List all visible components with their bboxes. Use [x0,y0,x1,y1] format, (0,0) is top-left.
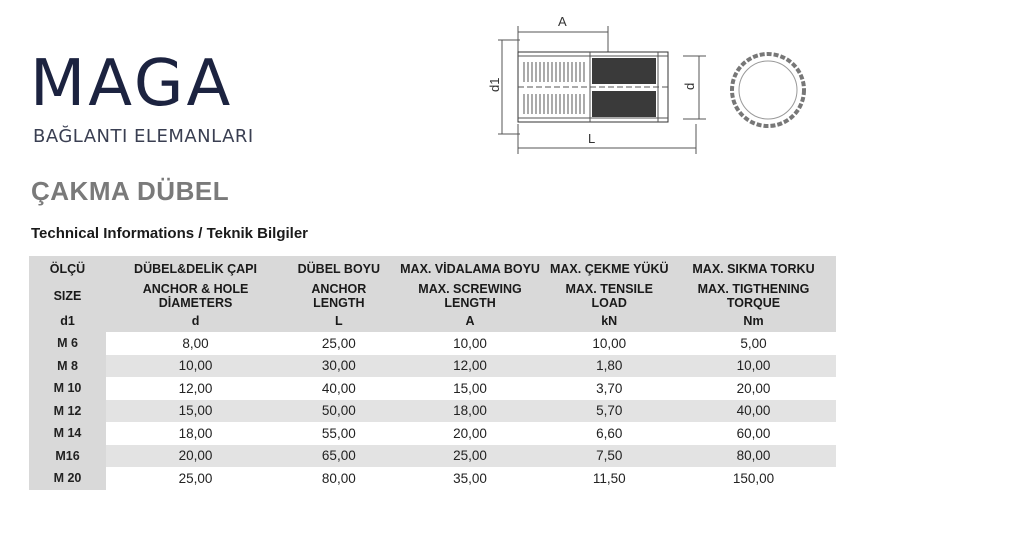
row-value-cell: 15,00 [393,377,548,400]
unit-size: d1 [29,310,106,332]
header-diameter-tr: DÜBEL&DELİK ÇAPI [106,256,285,282]
header-size-en: SIZE [29,282,106,310]
row-value-cell: 15,00 [106,400,285,423]
header-torque-tr: MAX. SIKMA TORKU [671,256,836,282]
header-screwing-tr: MAX. VİDALAMA BOYU [393,256,548,282]
row-size-cell: M 8 [29,355,106,378]
header-torque-en: MAX. TIGTHENING TORQUE [671,282,836,310]
row-size-cell: M 20 [29,467,106,490]
unit-screwing: A [393,310,548,332]
product-title: ÇAKMA DÜBEL [31,176,230,206]
dim-a-label: A [558,14,567,29]
row-value-cell: 10,00 [393,332,548,355]
header-diameter-en: ANCHOR & HOLE DİAMETERS [106,282,285,310]
table-row [29,355,836,378]
table-row [29,467,836,490]
unit-diameter: d [106,310,285,332]
header-tensile-en: MAX. TENSILE LOAD [547,282,671,310]
row-value-cell: 8,00 [106,332,285,355]
row-value-cell: 7,50 [547,445,671,468]
row-value-cell: 35,00 [393,467,548,490]
header-size-tr: ÖLÇÜ [29,256,106,282]
row-value-cell: 12,00 [106,377,285,400]
row-value-cell: 25,00 [106,467,285,490]
row-value-cell: 5,70 [547,400,671,423]
row-value-cell: 30,00 [285,355,393,378]
brand-subtitle: BAĞLANTI ELEMANLARI [33,126,254,147]
unit-torque: Nm [671,310,836,332]
row-value-cell: 11,50 [547,467,671,490]
header-screwing-en: MAX. SCREWING LENGTH [393,282,548,310]
row-size-cell: M 6 [29,332,106,355]
section-title: Technical Informations / Teknik Bilgiler [31,225,309,242]
header-length-en: ANCHOR LENGTH [285,282,393,310]
spec-table [29,256,836,490]
brand-logo: MAGA [30,47,234,121]
row-value-cell: 60,00 [671,422,836,445]
row-size-cell: M 12 [29,400,106,423]
row-value-cell: 12,00 [393,355,548,378]
technical-drawing [478,4,818,154]
row-value-cell: 1,80 [547,355,671,378]
row-value-cell: 40,00 [285,377,393,400]
row-value-cell: 5,00 [671,332,836,355]
row-size-cell: M 10 [29,377,106,400]
dim-l-label: L [588,131,596,146]
table-row [29,332,836,355]
row-value-cell: 25,00 [393,445,548,468]
row-value-cell: 6,60 [547,422,671,445]
header-length-tr: DÜBEL BOYU [285,256,393,282]
unit-tensile: kN [547,310,671,332]
row-value-cell: 40,00 [671,400,836,423]
row-value-cell: 10,00 [547,332,671,355]
row-value-cell: 20,00 [393,422,548,445]
row-value-cell: 80,00 [285,467,393,490]
table-row [29,400,836,423]
row-value-cell: 18,00 [106,422,285,445]
row-value-cell: 10,00 [671,355,836,378]
dim-d-label: d [682,82,697,90]
row-value-cell: 18,00 [393,400,548,423]
row-size-cell: M16 [29,445,106,468]
row-value-cell: 20,00 [671,377,836,400]
table-row [29,445,836,468]
row-value-cell: 55,00 [285,422,393,445]
table-row [29,377,836,400]
dim-d1-label: d1 [487,77,502,92]
row-value-cell: 20,00 [106,445,285,468]
table-body [29,332,836,490]
table-row [29,422,836,445]
row-value-cell: 25,00 [285,332,393,355]
row-value-cell: 150,00 [671,467,836,490]
row-size-cell: M 14 [29,422,106,445]
row-value-cell: 65,00 [285,445,393,468]
row-value-cell: 80,00 [671,445,836,468]
row-value-cell: 3,70 [547,377,671,400]
row-value-cell: 10,00 [106,355,285,378]
row-value-cell: 50,00 [285,400,393,423]
header-tensile-tr: MAX. ÇEKME YÜKÜ [547,256,671,282]
unit-length: L [285,310,393,332]
